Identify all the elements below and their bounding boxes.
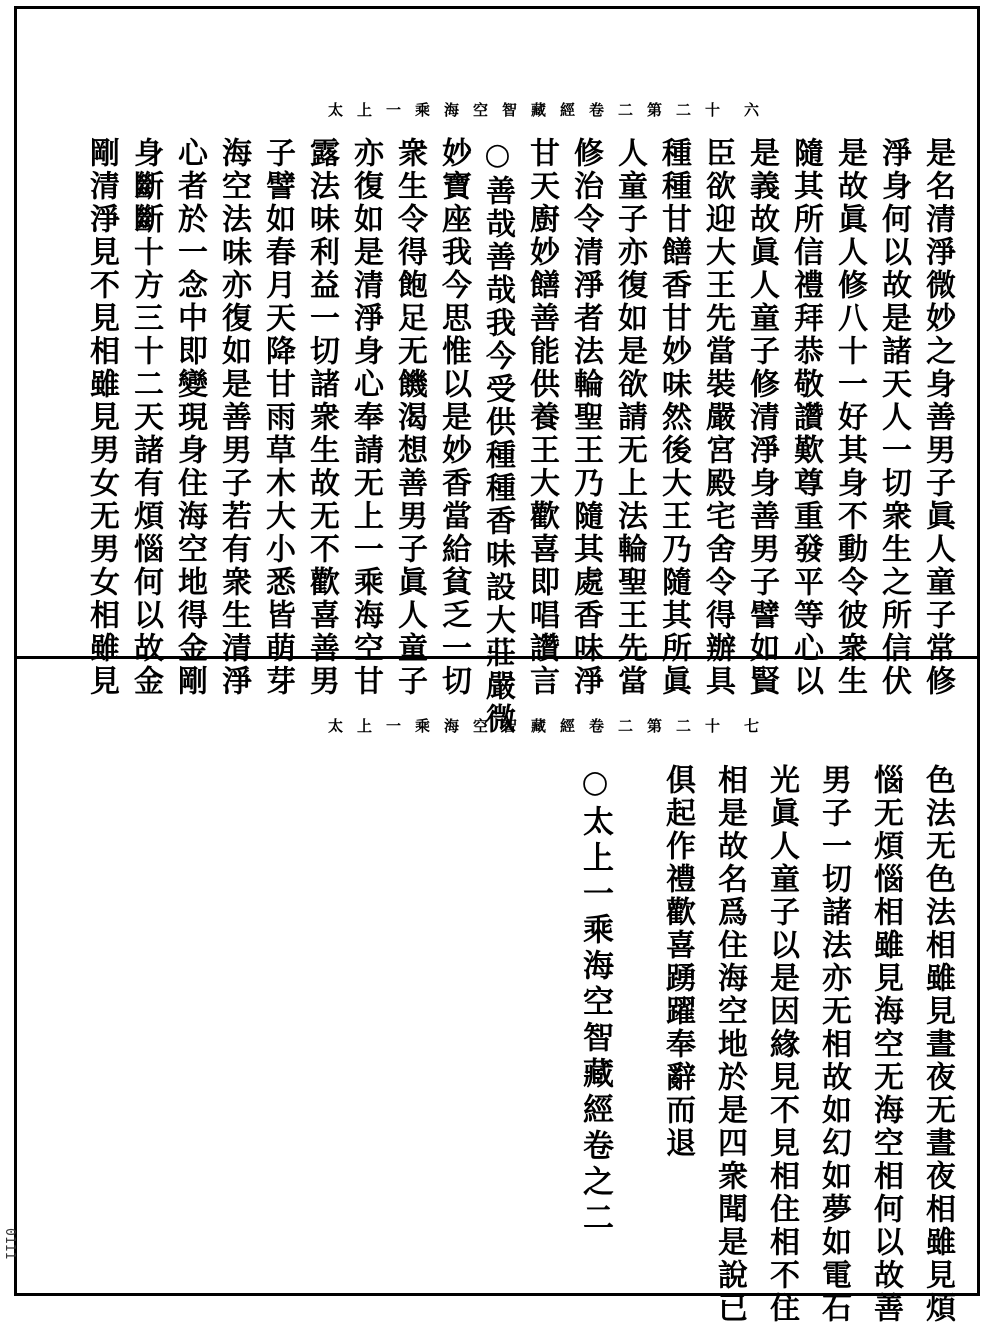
text-column: 是故眞人修八十一好其身不動令彼衆生 [832,137,867,698]
bottom-page-number: 七 [743,717,769,735]
text-column: 俱起作禮歡喜踴躍奉辭而退 [660,764,695,1160]
text-column: 剛清淨見不見相雖見男女无男女相雖見 [84,137,119,698]
bottom-header-title: 太上一乘海空智藏經卷二第二十 [327,717,734,735]
text-column: ○善哉善哉我今受供種種香味設大莊嚴微 [480,137,515,736]
text-column: 臣欲迎大王先當裝嚴宮殿宅舍令得辦具 [700,137,735,698]
text-column: 亦復如是清淨身心奉請无上一乘海空甘 [348,137,383,698]
text-column: 隨其所信禮拜恭敬讚歎尊重發平等心以 [788,137,823,698]
top-page-number: 六 [743,101,769,119]
top-page [17,9,977,736]
blank-column [617,764,647,1284]
scroll-end-title: ○太上一乘海空智藏經卷之二 [577,764,613,1237]
text-column: 是名清淨微妙之身善男子眞人童子常修 [920,137,955,698]
text-column: 身斷斷十方三十二天諸有煩惱何以故金 [128,137,163,698]
bottom-text-columns [565,764,959,1325]
text-column: 相是故名爲住海空地於是四衆聞是說已 [712,764,747,1325]
text-column: 心者於一念中即變現身住海空地得金剛 [172,137,207,698]
text-column: 海空法味亦復如是善男子若有衆生清淨 [216,137,251,698]
text-column: 光眞人童子以是因緣見不見相住相不住 [764,764,799,1325]
top-header-title: 太上一乘海空智藏經卷二第二十 [327,101,734,119]
text-column: 露法味利益一切諸衆生故无不歡喜善男 [304,137,339,698]
text-column: 惱无煩惱相雖見海空无海空相何以故善 [868,764,903,1325]
bottom-page [17,660,977,1325]
top-page-header [328,99,769,120]
text-column: 淨身何以故是諸天人一切衆生之所信伏 [876,137,911,698]
text-column: 男子一切諸法亦无相故如幻如夢如電石 [816,764,851,1325]
text-column: 妙寶座我今思惟以是妙香當給貧乏一切 [436,137,471,698]
text-column: 衆生令得飽足无饑渴想善男子眞人童子 [392,137,427,698]
bottom-page-header [328,715,769,736]
text-column: 種種甘饍香甘妙味然後大王乃隨其所眞 [656,137,691,698]
text-column: 色法无色法相雖見晝夜无晝夜相雖見煩 [920,764,955,1325]
text-column: 是義故眞人童子修清淨身善男子譬如賢 [744,137,779,698]
margin-page-mark: 0111 [2,1228,17,1260]
text-column: 子譬如春月天降甘雨草木大小悉皆萌芽 [260,137,295,698]
text-column: 人童子亦復如是欲請无上法輪聖王先當 [612,137,647,698]
text-column: 修治令清淨者法輪聖王乃隨其處香味淨 [568,137,603,698]
text-column: 甘天廚妙饍善能供養王大歡喜即唱讚言 [524,137,559,698]
